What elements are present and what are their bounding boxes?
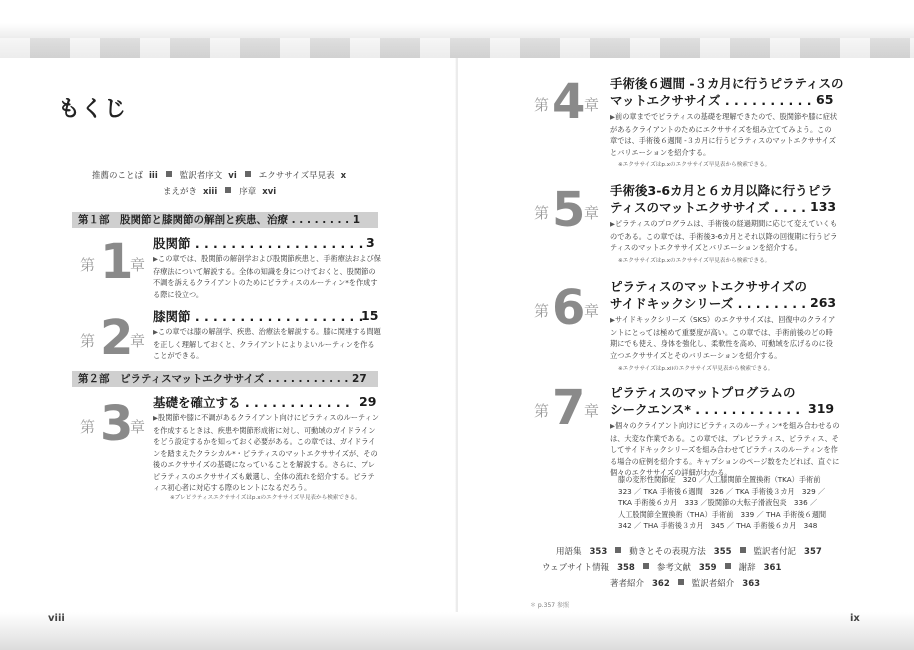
part-1-heading: 第１部 股関節と膝関節の解剖と疾患、治療 . . . . . . . . 1 <box>72 212 378 228</box>
chapter-note: ※プレピラティスエクササイズはp.xのエクササイズ早見表から検索できる。 <box>170 495 361 501</box>
page-title: もくじ <box>58 97 128 122</box>
square-bullet-icon <box>615 547 621 553</box>
chapter-prefix: 第 <box>534 302 550 320</box>
chapter-prefix: 第 <box>534 204 550 222</box>
chapter-number: 5 <box>552 182 586 238</box>
chapter-title: 基礎を確立する . . . . . . . . . . . . <box>153 395 350 410</box>
square-bullet-icon <box>245 171 251 177</box>
front-item: 序章 xvi <box>239 187 277 197</box>
chapter-title: 股関節 . . . . . . . . . . . . . . . . . . . <box>153 236 364 251</box>
square-bullet-icon <box>166 171 172 177</box>
back-matter-row-3 <box>610 577 760 589</box>
chapter-description: ▶サイドキックシリーズ（SKS）のエクササイズは、回復中のクライアントにとっては極めて重要度が高い。この章では、手術前後のどの時期にでも使え、身体を強化し、柔軟性を高め、可動域を広げるのに役立つエクササイズとそのバリエーションを紹介する。 <box>610 315 836 360</box>
left-page <box>0 58 456 624</box>
back-item: 監訳者付記 357 <box>753 547 822 557</box>
back-item: 用語集 353 <box>556 547 608 557</box>
chapter-suffix: 章 <box>130 256 146 274</box>
chapter-number: 6 <box>552 280 586 336</box>
front-item: まえがき xiii <box>163 187 218 197</box>
chapter-suffix: 章 <box>584 302 600 320</box>
page-number: ix <box>850 613 860 624</box>
chapter-page: 263 <box>810 295 837 310</box>
chapter-number: 1 <box>100 234 134 290</box>
top-scan-band <box>0 0 914 58</box>
chapter-page: 3 <box>366 235 375 250</box>
square-bullet-icon <box>678 579 684 585</box>
case-line: TKA 手術後６カ月 333 ／股関節の大転子滑液包炎 336 ／ <box>618 498 818 507</box>
chapter-suffix: 章 <box>584 96 600 114</box>
chapter-title: 膝関節 . . . . . . . . . . . . . . . . . . . <box>153 309 364 324</box>
chapter-description: ▶前の章まででピラティスの基礎を理解できたので、股関節や膝に症状があるクライアントのためにエクササイズを組み立ててみよう。この章では、手術後６週間 -３カ月に行うピラティスのマットエクササイズとバリエーションを紹介する。 <box>610 112 838 157</box>
front-matter-row-2 <box>163 185 276 197</box>
chapter-number: 2 <box>100 310 134 366</box>
chapter-suffix: 章 <box>584 402 600 420</box>
chapter-title-line-1: 手術後６週間 -３カ月に行うピラティスの <box>610 76 844 91</box>
chapter-description: ▶この章では膝の解剖学、疾患、治療法を解説する。膝に関連する問題を正しく理解しておくと、クライアントによりよいルーティンを作ることができる。 <box>153 327 381 360</box>
back-matter-row-1 <box>556 545 822 557</box>
chapter-prefix: 第 <box>80 332 96 350</box>
back-item: ウェブサイト情報 358 <box>542 563 635 573</box>
page-number: viii <box>48 613 65 624</box>
chapter-page: 133 <box>810 199 837 214</box>
chapter-title-line-2: サイドキックシリーズ . . . . . . . . <box>610 296 807 311</box>
chapter-title-line-1: ピラティスのマットエクササイズの <box>610 279 808 294</box>
chapter-page: 65 <box>816 92 834 107</box>
chapter-prefix: 第 <box>80 418 96 436</box>
chapter-number: 7 <box>552 380 586 436</box>
chapter-suffix: 章 <box>584 204 600 222</box>
chapter-number: 3 <box>100 396 134 452</box>
chapter-description: ▶ピラティスのプログラムは、手術後の経過期間に応じて変えていくものである。この章では、手術後3-6カ月とそれ以降の回復期に行うピラティスのマットエクササイズとバリエーションを紹介する。 <box>610 219 838 252</box>
part-2-heading: 第２部 ピラティスマットエクササイズ . . . . . . . . . . . 27 <box>72 371 378 387</box>
case-line: 膝の変形性関節症 320 ／人工膝関節全置換術（TKA）手術前 <box>618 475 821 484</box>
front-matter-row-1 <box>92 169 346 181</box>
front-item: 監訳者序文 vi <box>179 171 237 181</box>
reference-note: ＊ p.357 参照 <box>530 602 569 609</box>
back-item: 参考文献 359 <box>656 563 717 573</box>
chapter-title-line-2: マットエクササイズ . . . . . . . . . . <box>610 93 812 108</box>
chapter-page: 15 <box>361 308 379 323</box>
chapter-description: ▶股関節や膝に不調があるクライアント向けにピラティスのルーティンを作成するときは、疾患や関節形成術に対し、可動域のガイドラインをどう設定するかを知っておく必要がある。この章では、ガイドラインを踏まえたクラシカル*・ピラティスのマットエクササイズが、その後のエクササイズの基礎になっていることを解説する。さらに、プレピラティスのエクササイズも厳選し、全体の流れを紹介する。ピラティス初心者に対応する際のヒントになるだろう。 <box>153 413 379 492</box>
chapter-page: 29 <box>359 394 377 409</box>
chapter-suffix: 章 <box>130 332 146 350</box>
chapter-description: ▶個々のクライアント向けにピラティスのルーティン*を組み合わせるのは、大変な作業である。この章では、プレピラティス、ピラティス、そしてサイドキックシリーズを組み合わせてピラティスのルーティンを作る場合の症例を紹介する。キャプションのページ数をたどれば、直ぐに個々のエクササイズの詳細がわかる。 <box>610 421 840 477</box>
chapter-title-line-2: ティスのマットエクササイズ . . . . <box>610 200 806 215</box>
bottom-scan-band <box>0 612 914 650</box>
chapter-prefix: 第 <box>80 256 96 274</box>
front-item: エクササイズ早見表 x <box>258 171 347 181</box>
chapter-note: ※エクササイズはp.xiiのエクササイズ早見表から検索できる。 <box>618 366 774 372</box>
square-bullet-icon <box>225 187 231 193</box>
back-item: 著者紹介 362 <box>610 579 670 589</box>
back-matter-row-2 <box>542 561 781 573</box>
front-item: 推薦のことば iii <box>92 171 158 181</box>
chapter-title-line-2: シークエンス* . . . . . . . . . . . . <box>610 402 801 417</box>
case-list <box>618 474 846 532</box>
chapter-note: ※エクササイズはp.xのエクササイズ早見表から検索できる。 <box>618 162 771 168</box>
chapter-prefix: 第 <box>534 402 550 420</box>
chapter-title-line-1: ピラティスのマットプログラムの <box>610 385 796 400</box>
case-line: 323 ／ TKA 手術後６週間 326 ／ TKA 手術後３カ月 329 ／ <box>618 486 826 496</box>
square-bullet-icon <box>725 563 731 569</box>
chapter-note: ※エクササイズはp.xのエクササイズ早見表から検索できる。 <box>618 258 771 264</box>
chapter-number: 4 <box>552 74 586 130</box>
chapter-prefix: 第 <box>534 96 550 114</box>
back-item: 謝辞 361 <box>738 563 782 573</box>
chapter-description: ▶この章では、股関節の解剖学および股関節疾患と、手術療法および保存療法について解説する。全体の知識を身につけておくと、股関節の不調を訴えるクライアントのためにピラティスのルーティン*を作成する際に役立つ。 <box>153 254 381 299</box>
back-item: 動きとその表現方法 355 <box>629 547 732 557</box>
case-line: 人工股関節全置換術（THA）手術前 339 ／ THA 手術後６週間 <box>618 509 827 519</box>
chapter-title-line-1: 手術後3-6カ月と６カ月以降に行うピラ <box>610 183 833 198</box>
case-line: 342 ／ THA 手術後３カ月 345 ／ THA 手術後６カ月 348 <box>618 521 818 530</box>
square-bullet-icon <box>643 563 649 569</box>
chapter-page: 319 <box>808 401 835 416</box>
back-item: 監訳者紹介 363 <box>691 579 761 589</box>
square-bullet-icon <box>740 547 746 553</box>
chapter-suffix: 章 <box>130 418 146 436</box>
right-page <box>458 58 914 624</box>
